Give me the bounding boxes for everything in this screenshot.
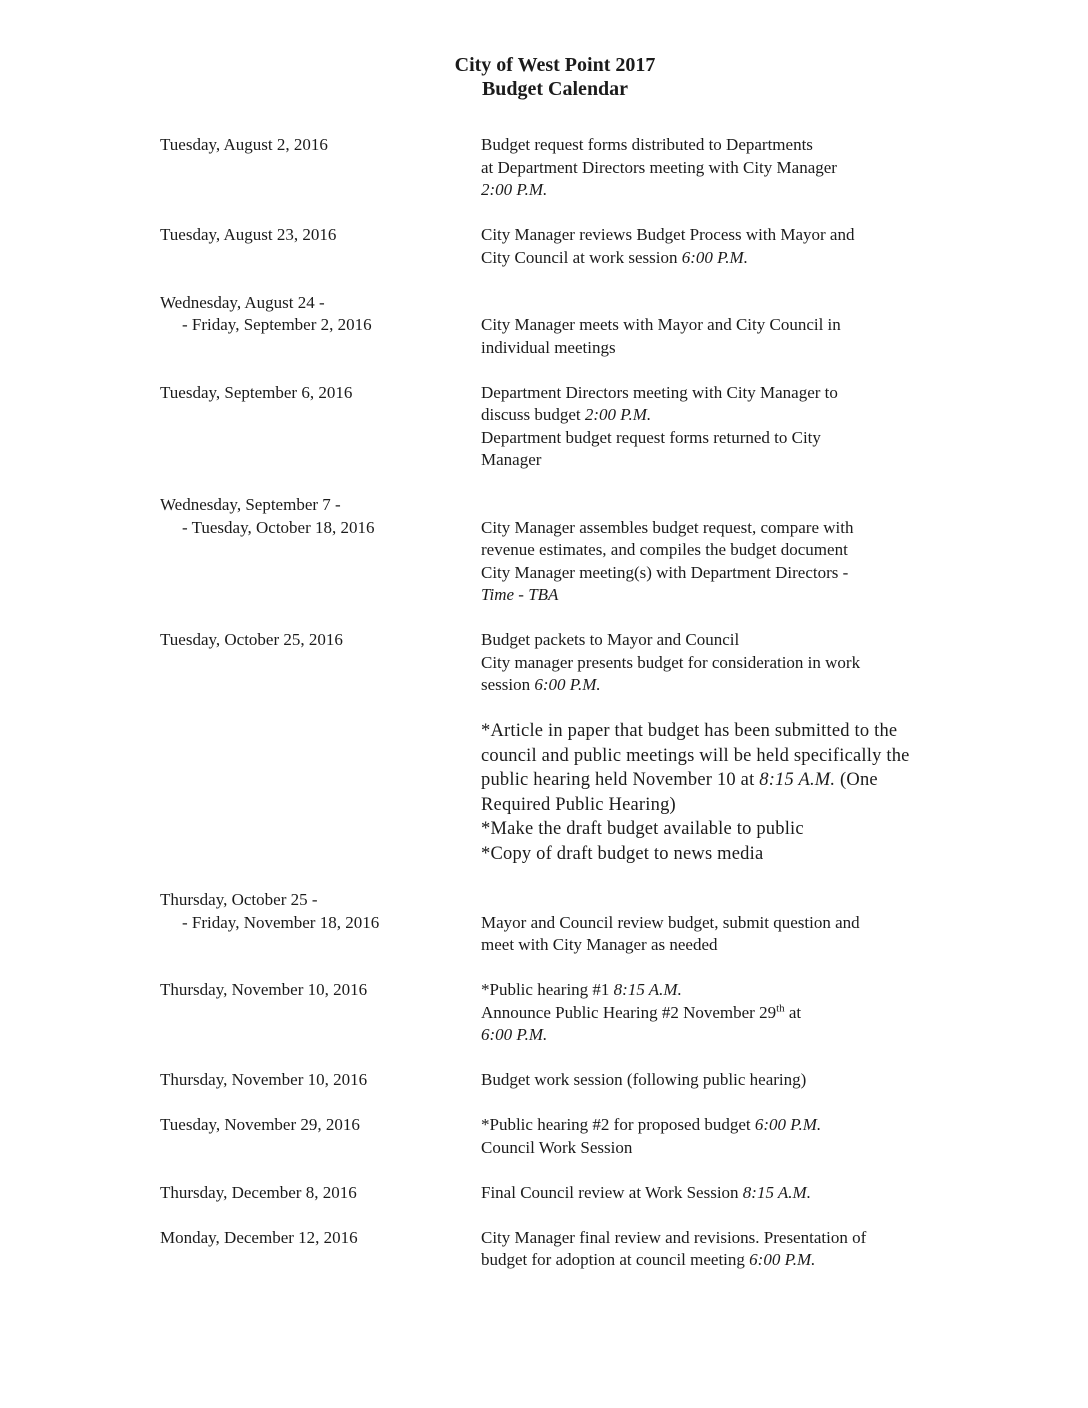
calendar-row: [160, 292, 1028, 360]
entry-description-line: [481, 793, 951, 818]
entry-description-line: [481, 584, 951, 607]
entry-date: [160, 134, 481, 202]
text-segment: revenue estimates, and compiles the budget document: [481, 540, 848, 559]
entry-description-line: [481, 1182, 951, 1205]
text-segment: 6:00 P.M.: [749, 1250, 816, 1270]
entry-date-line: Thursday, November 10, 2016: [160, 980, 368, 1000]
entry-description-line: [481, 314, 951, 337]
text-segment: City Manager assembles budget request, compare with: [481, 517, 854, 537]
text-segment: *Make the draft budget available to public: [481, 819, 804, 840]
entry-description-line: [481, 1249, 951, 1272]
entry-description-line: [481, 1227, 951, 1250]
entry-description-line: [481, 912, 951, 935]
document-title-line1: City of West Point 2017: [454, 54, 656, 76]
entry-description-line: [481, 842, 951, 867]
entry-date-line: Wednesday, August 24 -: [160, 292, 325, 312]
entry-description: [481, 719, 951, 867]
text-segment: Department budget request forms returned to City: [481, 427, 821, 447]
entry-description-line: [481, 427, 951, 450]
text-segment: 8:15 A.M.: [742, 1182, 811, 1202]
entry-description-line: [481, 539, 951, 562]
entry-date-line: Tuesday, September 6, 2016: [160, 382, 353, 402]
entry-description-line: [481, 517, 951, 540]
calendar-row: [160, 889, 1028, 957]
entry-description-line: [481, 562, 951, 585]
entry-description: [481, 979, 951, 1047]
entry-description-line: [481, 1114, 951, 1137]
text-segment: at Department Directors meeting with City Manager: [481, 157, 837, 177]
text-segment: Mayor and Council review budget, submit question and: [481, 912, 860, 932]
entry-date-line: Wednesday, September 7 -: [160, 495, 341, 514]
calendar-row: [160, 979, 1028, 1047]
entry-description: [481, 1114, 951, 1159]
entry-description-line: [481, 674, 951, 697]
entry-description-line: [481, 179, 951, 202]
text-segment: *Public hearing #2 for proposed budget: [481, 1115, 755, 1135]
entry-description-line: [481, 134, 951, 157]
entry-description: [481, 1227, 951, 1272]
entry-description-line: [481, 449, 951, 472]
entry-description-line: [481, 817, 951, 842]
document-title: [160, 53, 950, 101]
text-segment: 6:00 P.M.: [534, 675, 601, 694]
entry-description-line: [481, 768, 951, 793]
calendar-row: [160, 719, 1028, 867]
entry-description: [481, 382, 951, 472]
text-segment: Budget request forms distributed to Departments: [481, 135, 813, 154]
entry-description: [481, 292, 951, 360]
entry-date: [160, 1182, 481, 1205]
entry-description: [481, 494, 951, 607]
entry-description-line: [481, 157, 951, 180]
entry-description: [481, 889, 951, 957]
entry-date: [160, 1069, 481, 1092]
text-segment: council and public meetings will be held specifically the: [481, 745, 910, 766]
text-segment: at: [784, 1002, 802, 1022]
text-segment: 6:00 P.M.: [681, 247, 748, 267]
entry-description: [481, 1182, 951, 1205]
entry-description-line: [481, 337, 951, 360]
document-title-line2: Budget Calendar: [481, 78, 629, 100]
text-segment: discuss budget: [481, 405, 585, 424]
entry-date: [160, 382, 481, 472]
entry-description-line: [481, 629, 951, 652]
entry-date-line: Tuesday, November 29, 2016: [160, 1115, 360, 1135]
text-segment: 6:00 P.M.: [481, 1025, 548, 1045]
entry-description-line: [481, 1137, 951, 1160]
text-segment: *Copy of draft budget to news media: [481, 843, 764, 864]
text-segment: City Manager meeting(s) with Department Directors -: [481, 562, 849, 582]
entry-date: [160, 979, 481, 1047]
entry-date: [160, 292, 481, 360]
calendar-row: [160, 1182, 1028, 1205]
text-segment: City Manager reviews Budget Process with Mayor and: [481, 225, 855, 244]
entry-date-line: - Tuesday, October 18, 2016: [182, 517, 375, 537]
text-segment: Manager: [481, 450, 542, 469]
text-segment: Budget work session (following public hearing): [481, 1070, 807, 1090]
entry-date: [160, 719, 481, 867]
entry-description-line: [481, 744, 951, 769]
entry-date-line: Monday, December 12, 2016: [160, 1227, 358, 1247]
entry-date: [160, 1114, 481, 1159]
text-segment: Time - TBA: [481, 585, 559, 604]
entry-date: [160, 1227, 481, 1272]
entry-date-line: Thursday, October 25 -: [160, 890, 318, 910]
calendar-row: [160, 494, 1028, 607]
entry-description-line: [481, 382, 951, 405]
text-segment: meet with City Manager as needed: [481, 935, 718, 955]
text-segment: 8:15 A.M.: [759, 770, 836, 791]
text-segment: Required Public Hearing): [481, 794, 676, 815]
entry-date-line: - Friday, September 2, 2016: [182, 315, 372, 334]
entry-description-line: [481, 652, 951, 675]
entry-description: [481, 134, 951, 202]
text-segment: City Council at work session: [481, 247, 682, 267]
calendar-row: [160, 224, 1028, 269]
text-segment: th: [776, 1001, 785, 1014]
text-segment: *Article in paper that budget has been submitted to the: [481, 721, 898, 741]
text-segment: session: [481, 675, 535, 694]
entry-description-line: [481, 1024, 951, 1047]
text-segment: budget for adoption at council meeting: [481, 1250, 750, 1270]
entry-description-line: [481, 1069, 951, 1092]
text-segment: City Manager meets with Mayor and City Council in: [481, 315, 841, 334]
entry-date: [160, 629, 481, 697]
entry-description-line: [481, 404, 951, 427]
calendar-row: [160, 1069, 1028, 1092]
text-segment: public hearing held November 10 at: [481, 770, 760, 791]
entry-description: [481, 629, 951, 697]
calendar-row: [160, 629, 1028, 697]
entry-date-line: Tuesday, August 23, 2016: [160, 225, 337, 244]
entry-description-line: [481, 934, 951, 957]
text-segment: Budget packets to Mayor and Council: [481, 630, 740, 649]
calendar-row: [160, 134, 1028, 202]
text-segment: Department Directors meeting with City Manager to: [481, 382, 838, 402]
entry-date: [160, 889, 481, 957]
entry-date: [160, 224, 481, 269]
text-segment: Announce Public Hearing #2 November 29: [481, 1002, 777, 1022]
calendar-row: [160, 1114, 1028, 1159]
entry-date-line: Tuesday, August 2, 2016: [160, 135, 328, 154]
entry-description: [481, 1069, 951, 1092]
text-segment: Council Work Session: [481, 1137, 633, 1157]
text-segment: (One: [835, 770, 878, 791]
text-segment: 6:00 P.M.: [754, 1115, 822, 1135]
entry-description: [481, 224, 951, 269]
text-segment: City manager presents budget for consideration in work: [481, 652, 861, 672]
entry-description-line: [481, 719, 951, 744]
calendar-row: [160, 1227, 1028, 1272]
text-segment: 8:15 A.M.: [613, 980, 682, 1000]
entry-description-line: [481, 979, 951, 1002]
text-segment: City Manager final review and revisions. Presentation of: [481, 1227, 867, 1247]
text-segment: *Public hearing #1: [481, 980, 614, 1000]
text-segment: 2:00 P.M.: [584, 405, 652, 424]
entry-date-line: Thursday, November 10, 2016: [160, 1070, 368, 1090]
entry-date-line: - Friday, November 18, 2016: [182, 912, 380, 932]
text-segment: Final Council review at Work Session: [481, 1182, 743, 1202]
text-segment: 2:00 P.M.: [481, 180, 548, 199]
calendar-entries: [160, 134, 1028, 1272]
entry-date-line: Thursday, December 8, 2016: [160, 1182, 357, 1202]
text-segment: individual meetings: [481, 337, 616, 357]
entry-description-line: [481, 247, 951, 270]
entry-date: [160, 494, 481, 607]
entry-description-line: [481, 224, 951, 247]
entry-description-line: [481, 1002, 951, 1025]
calendar-row: [160, 382, 1028, 472]
entry-date-line: Tuesday, October 25, 2016: [160, 630, 343, 649]
